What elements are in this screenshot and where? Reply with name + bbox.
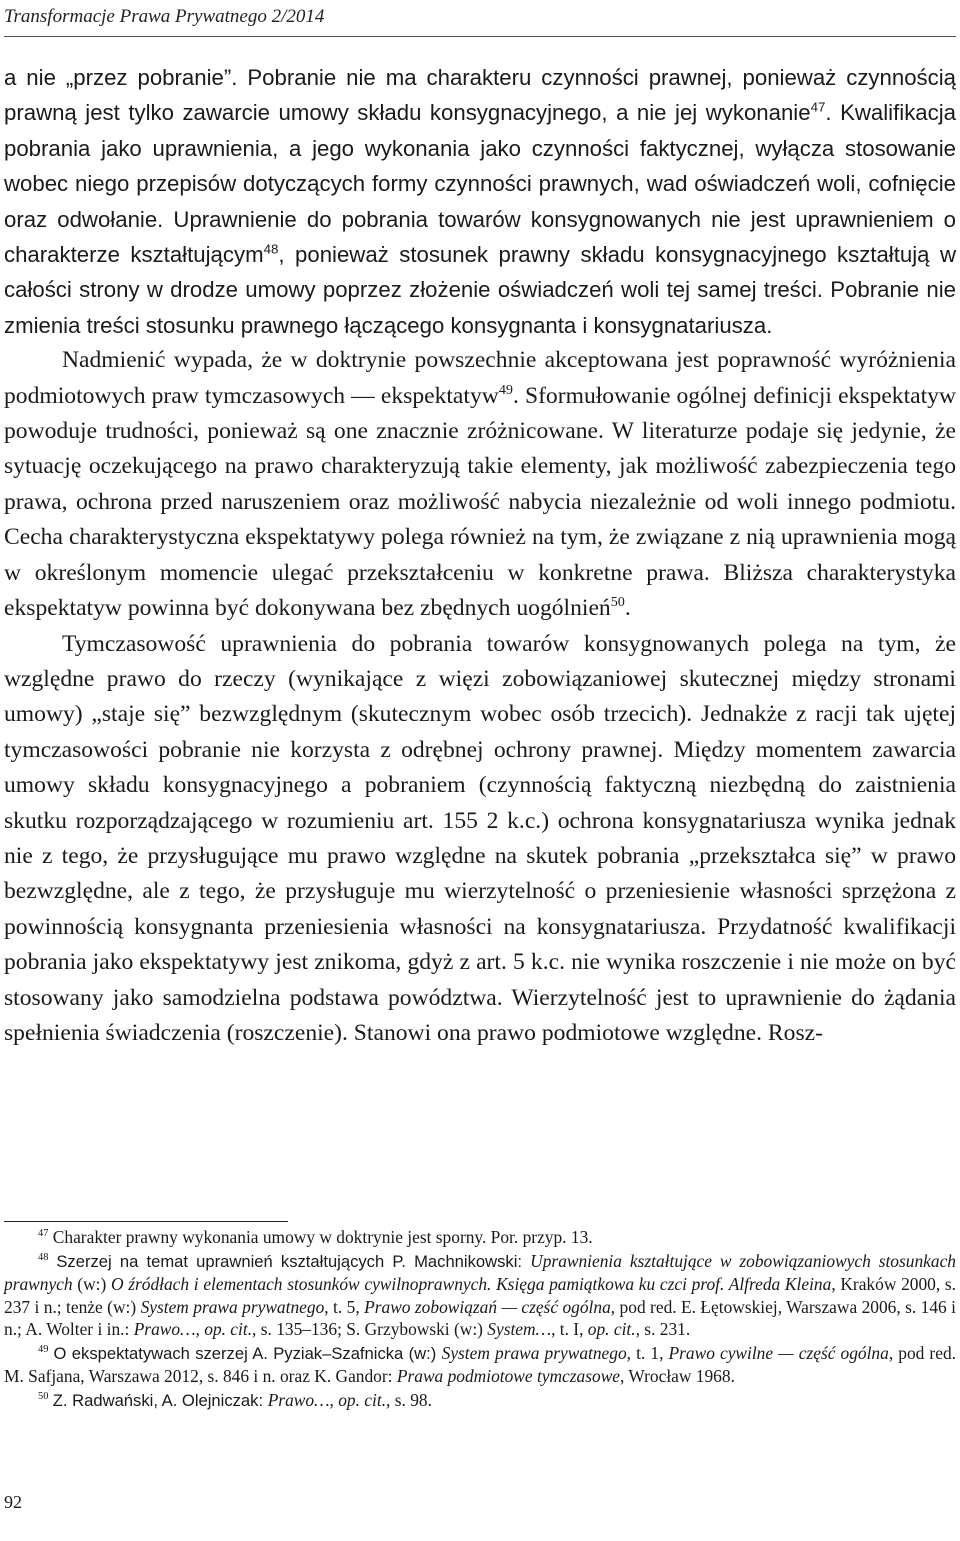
footnote-50 [4, 1389, 956, 1412]
paragraph-3: Tymczasowość uprawnienia do pobrania towarów konsygnowanych polega na tym, że względne prawo do rzeczy (wynikające z więzi zobowiązaniowej skutecznej między stronami umowy) „staje się” bezwzględnym (skutecznym wobec osób trzecich). Jednakże z racji tak ujętej tymczasowości pobranie nie korzysta z odrębnej ochrony prawnej. Między momentem zawarcia umowy składu konsygnacyjnego a pobraniem (czynnością faktyczną niezbędną do zaistnienia skutku rozporządzającego w rozumieniu art. 155 2 k.c.) ochrona konsygnatariusza wynika jednak nie z tego, że przysługujące mu prawo względne na skutek pobrania „przekształca się” w prawo bezwzględne, ale z tego, że przysługuje mu wierzytelność o przeniesienie własności sprzężona z powinnością konsygnanta przeniesienia własności na konsygnatariusza. Przydatność kwalifikacji pobrania jako ekspektatywy jest znikoma, gdyż z art. 5 k.c. nie wynika roszczenie i nie może on być stosowany jako samodzielna podstawa powództwa. Wierzytelność jest to uprawnienie do żądania spełnienia świadczenia (roszczenie). Stanowi ona prawo podmiotowe względne. Rosz- [4, 630, 956, 1046]
footnote-number: 47 [38, 1228, 49, 1240]
footnote-text: (w:) [72, 1274, 111, 1295]
citation-title: Uprawnienia kształtujące w zobowiązaniowych stosunkach prawnych [4, 1251, 956, 1295]
citation-title: System prawa prywatnego [140, 1296, 325, 1317]
footnote-47 [4, 1226, 956, 1248]
citation-title: Prawo cywilne — część ogólna [668, 1343, 889, 1364]
footnote-text: Charakter prawny wykonania umowy w doktrynie jest sporny. Por. przyp. 13. [52, 1227, 593, 1247]
paragraph-2-text-b: . Sformułowanie ogólnej definicji ekspektatyw powoduje trudności, ponieważ są one znacznie zróżnicowane. W literaturze podaje się jedynie, że sytuację oczekującego na prawo charakteryzują takie elementy, jak możliwość zabezpieczenia tego prawa, ochrona przed naruszeniem oraz możliwość nabycia niezależnie od woli innego podmiotu. Cecha charakterystyczna ekspektatywy polega również na tym, że związane z nią uprawnienia mogą w określonym momencie ulegać przekształceniu w konkretne prawa. Bliższa charakterystyka ekspektatyw powinna być dokonywana bez zbędnych uogólnień [4, 382, 957, 622]
footnote-number: 49 [38, 1344, 49, 1356]
citation-title: System… [487, 1318, 552, 1339]
footnote-ref-47: 47 [810, 100, 826, 116]
citation-title: System prawa prywatnego [441, 1343, 627, 1364]
paragraph-1-text-c: , ponieważ stosunek prawny składu konsygnacyjnego kształtują w całości strony w drodze umowy poprzez złożenie oświadczeń woli tej samej treści. Pobranie nie zmienia treści stosunku prawnego łączącego konsygnanta i konsygnatariusza. [4, 242, 956, 338]
footnote-text: , t. 1, [626, 1343, 669, 1364]
footnote-divider [4, 1221, 288, 1222]
citation-title: Prawo…, op. cit. [133, 1318, 253, 1339]
citation-title: O źródłach i elementach stosunków cywilnoprawnych. Księga pamiątkowa ku czci prof. Alfreda Kleina [110, 1274, 832, 1295]
citation-title: Prawo zobowiązań — część ogólna [364, 1296, 611, 1317]
paragraph-2-text-a: Nadmienić wypada, że w doktrynie powszechnie akceptowana jest poprawność wyróżnienia podmiotowych praw tymczasowych — ekspektatyw [4, 347, 956, 409]
citation-title: Prawo…, op. cit. [267, 1390, 387, 1411]
footnote-ref-50: 50 [610, 594, 625, 611]
footnote-ref-49: 49 [498, 381, 513, 398]
footnote-text: , pod red. M. Safjana, Warszawa 2012, s. 846 i n. oraz K. Gandor: [4, 1343, 956, 1387]
page-number: 92 [4, 1492, 22, 1512]
citation-title: Prawa podmiotowe tymczasowe [396, 1366, 621, 1387]
footnote-text: , s. 98. [386, 1390, 432, 1411]
footnote-text: , s. 135–136; S. Grzybowski (w:) [252, 1318, 488, 1339]
footnote-number: 48 [38, 1252, 49, 1264]
footnote-text: , t. 5, [324, 1296, 365, 1317]
main-text [4, 60, 956, 1051]
footnote-48 [4, 1250, 956, 1340]
footnote-text: , s. 231. [635, 1318, 691, 1339]
footnote-ref-48: 48 [263, 241, 279, 257]
paragraph-1-text-a: a nie „przez pobranie”. Pobranie nie ma charakteru czynności prawnej, ponieważ czynnością prawną jest tylko zawarcie umowy składu konsygnacyjnego, a nie jej wykonanie [4, 65, 956, 126]
footnote-number: 50 [38, 1391, 49, 1403]
footnote-text: O ekspektatywach szerzej A. Pyziak–Szafnicka (w:) [53, 1344, 442, 1364]
footnote-text: , pod red. E. Łętowskiej, Warszawa 2006, s. 146 i n.; A. Wolter i in.: [4, 1296, 957, 1339]
footnote-text: , Wrocław 1968. [620, 1366, 735, 1387]
footnote-text: , t. I, [551, 1318, 588, 1339]
footnote-text: Z. Radwański, A. Olejniczak: [52, 1391, 268, 1411]
citation-title: op. cit. [587, 1318, 636, 1339]
paragraph-1-text-b: . Kwalifikacja pobrania jako uprawnienia, a jego wykonania jako czynności faktycznej, wyłącza stosowanie wobec niego przepisów dotyczących formy czynności prawnych, wad oświadczeń woli, cofnięcie oraz odwołanie. Uprawnienie do pobrania towarów konsygnowanych nie jest uprawnieniem o charakterze kształtującym [4, 100, 956, 268]
paragraph-2 [4, 343, 956, 626]
footnotes [4, 1226, 956, 1415]
footnote-text: , Kraków 2000, s. 237 i n.; tenże (w:) [4, 1274, 957, 1317]
footnote-text: Szerzej na temat uprawnień kształtujących P. Machnikowski: [56, 1252, 531, 1272]
footnote-49 [4, 1342, 956, 1387]
running-title: Transformacje Prawa Prywatnego 2/2014 [4, 6, 325, 27]
paragraph-1 [4, 60, 956, 343]
paragraph-2-text-c: . [624, 595, 631, 622]
header-divider [4, 36, 956, 37]
